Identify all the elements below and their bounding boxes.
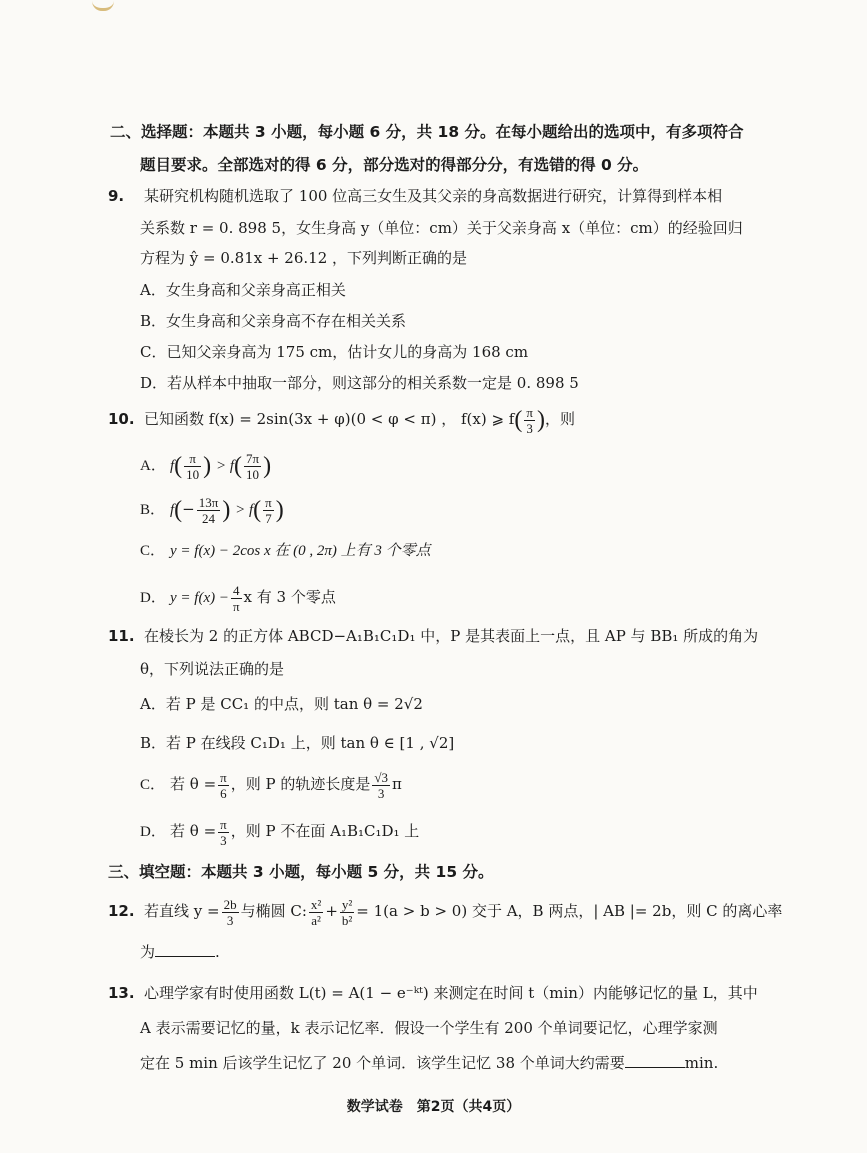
q13-stem-2: A 表示需要记忆的量，k 表示记忆率．假设一个学生有 200 个单词要记忆，心理学家测 — [140, 1019, 718, 1037]
q11-option-a: A．若 P 是 CC₁ 的中点，则 tan θ = 2√2 — [140, 695, 423, 713]
section-three-header: 三、填空题：本题共 3 小题，每小题 5 分，共 15 分。 — [108, 863, 494, 881]
q13-number: 13. — [108, 984, 135, 1002]
q10-stem-a: 已知函数 f(x) = 2sin(3x + φ)(0 < φ < π) ， — [144, 410, 457, 428]
q11-option-c: C． 若 θ = $\frac{\pi}{6}$ ，则 P 的轨迹长度是 $\frac{√3}{3}$ π — [140, 769, 402, 801]
q9-option-d: D．若从样本中抽取一部分，则这部分的相关系数一定是 0. 898 5 — [140, 374, 579, 392]
page-footer: 数学试卷 第2页（共4页） — [346, 1099, 521, 1115]
q12-line2: 为 . — [140, 943, 220, 961]
q10-stem-b: f(x) ⩾ f — [460, 410, 515, 428]
q13-stem-1: 心理学家有时使用函数 L(t) = A(1 − e⁻ᵏᵗ) 来测定在时间 t（min）内能够记忆的量 L，其中 — [144, 984, 758, 1002]
q11-stem-1: 在棱长为 2 的正方体 ABCD−A₁B₁C₁D₁ 中，P 是其表面上一点，且 AP 与 BB₁ 所成的角为 — [144, 627, 759, 645]
q9-option-b: B．女生身高和父亲身高不存在相关关系 — [140, 312, 407, 330]
q9-stem-3: 方程为 ŷ = 0.81x + 26.12 ，下列判断正确的是 — [140, 249, 468, 267]
q11-option-b: B．若 P 在线段 C₁D₁ 上，则 tan θ ∈ [1 , √2] — [140, 734, 455, 752]
q13-line3: 定在 5 min 后该学生记忆了 20 个单词．该学生记忆 38 个单词大约需要 min. — [140, 1054, 719, 1072]
q10-option-b: B． f(− $\frac{13\pi}{24}$ ) > f( $\frac{\pi}{7}$ ) — [140, 494, 284, 526]
q9-number: 9. — [108, 187, 125, 205]
section-two-line1: 二、选择题：本题共 3 小题，每小题 6 分，共 18 分。在每小题给出的选项中，有多项符合 — [110, 123, 744, 141]
q10-stem: 10. 已知函数 f(x) = 2sin(3x + φ)(0 < φ < π) ， f(x) ⩾ f( $\frac{\pi}{3}$ )，则 — [108, 404, 575, 436]
q12-answer-blank[interactable] — [155, 942, 215, 957]
q10-option-c: C． y = f(x) − 2cos x 在 (0 , 2π) 上有 3 个零点 — [140, 543, 431, 559]
q11-option-d: D． 若 θ = $\frac{\pi}{3}$ ，则 P 不在面 A₁B₁C₁D₁ 上 — [140, 816, 420, 848]
q9-stem-1: 某研究机构随机选取了 100 位高三女生及其父亲的身高数据进行研究，计算得到样本相 — [144, 187, 723, 205]
q9-line1 — [108, 186, 722, 206]
q10-stem-frac: $\frac{\pi}{3}$ — [526, 404, 533, 436]
q12-line1: 12. 若直线 y = $\frac{2b}{3}$ 与椭圆 C: $\frac{\text{x²}}{\text{a²}}$ + $\frac{\text{y²}}{\text{b²}}$ = 1(a > b > 0) 交于 A，B 两点，| AB |= 2b，则 C 的离心率 — [108, 893, 782, 929]
q13-line1 — [108, 983, 758, 1003]
section-two-line2: 题目要求。全部选对的得 6 分，部分选对的得部分分，有选错的得 0 分。 — [140, 156, 649, 174]
q9-option-c: C．已知父亲身高为 175 cm，估计女儿的身高为 168 cm — [140, 343, 529, 361]
q10-option-a: A． f( $\frac{\pi}{10}$ ) > f( $\frac{7\pi}{10}$ ) — [140, 450, 272, 482]
q9-option-a: A．女生身高和父亲身高正相关 — [140, 281, 346, 299]
corner-stain — [92, 0, 114, 11]
q10-stem-c: ，则 — [544, 410, 575, 428]
q11-number: 11. — [108, 627, 135, 645]
q11-line1 — [108, 626, 758, 646]
q10-number: 10. — [108, 410, 135, 428]
q13-answer-blank[interactable] — [625, 1053, 685, 1068]
q9-stem-2: 关系数 r = 0. 898 5，女生身高 y（单位：cm）关于父亲身高 x（单位：cm）的经验回归 — [140, 219, 743, 237]
q11-stem-2: θ，下列说法正确的是 — [140, 660, 285, 678]
q12-number: 12. — [108, 902, 135, 920]
q10-option-d: D． y = f(x) − $\frac{4}{\pi}$ x 有 3 个零点 — [140, 582, 336, 614]
